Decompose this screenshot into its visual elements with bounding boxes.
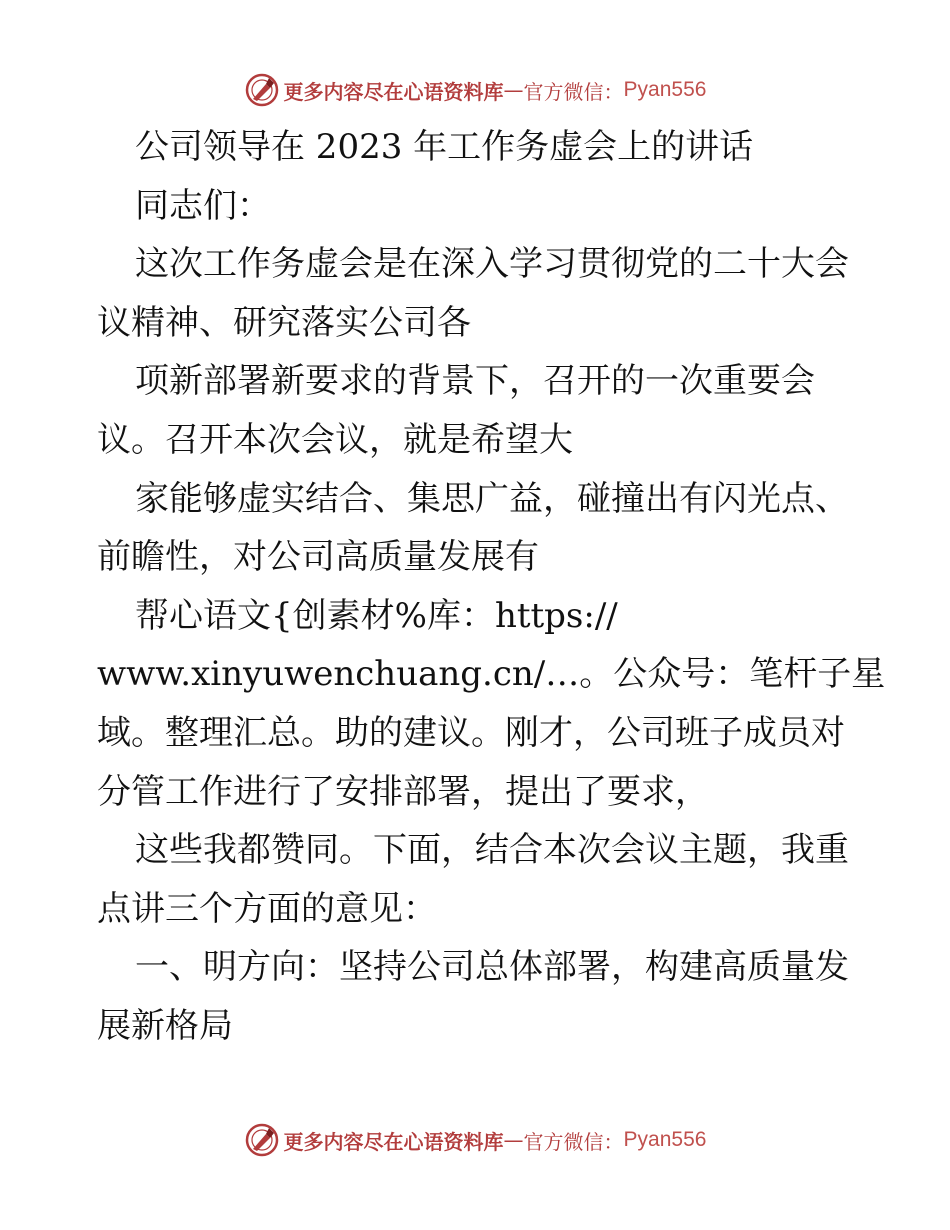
- paragraph-line: 点讲三个方面的意见：: [97, 888, 437, 929]
- header-watermark-banner: [0, 68, 950, 112]
- document-body: [97, 118, 886, 1056]
- paragraph-line: 议。召开本次会议，就是希望大: [97, 419, 573, 460]
- document-title: 公司领导在 2023 年工作务虚会上的讲话: [135, 127, 754, 167]
- paragraph-line: 分管工作进行了安排部署，提出了要求，: [97, 771, 709, 812]
- banner-wechat-label: 官方微信：: [523, 79, 624, 104]
- paragraph-line: 这次工作务虚会是在深入学习贯彻党的二十大会: [135, 244, 849, 285]
- banner-main-text: 更多内容尽在心语资料库: [283, 1129, 504, 1154]
- banner-separator: —: [503, 1128, 524, 1152]
- banner-separator: —: [503, 78, 524, 102]
- banner-wechat-id: Pyan556: [623, 78, 707, 101]
- salutation: 同志们：: [135, 185, 271, 226]
- section-heading: 一、明方向：坚持公司总体部署，构建高质量发: [135, 947, 849, 988]
- pen-logo-icon: [244, 72, 280, 108]
- paragraph-line: 家能够虚实结合、集思广益，碰撞出有闪光点、: [135, 478, 849, 519]
- paragraph-line: www.xinyuwenchuang.cn/…。公众号：笔杆子星: [97, 654, 886, 695]
- banner-wechat-id: Pyan556: [623, 1128, 707, 1151]
- paragraph-line: 帮心语文{创素材%库：https://: [135, 595, 618, 636]
- paragraph-line: 前瞻性，对公司高质量发展有: [97, 537, 539, 578]
- section-heading-continued: 展新格局: [97, 1005, 233, 1046]
- pen-logo-icon: [244, 1122, 280, 1158]
- banner-main-text: 更多内容尽在心语资料库: [283, 79, 504, 104]
- paragraph-line: 项新部署新要求的背景下，召开的一次重要会: [135, 361, 815, 402]
- paragraph-line: 这些我都赞同。下面，结合本次会议主题，我重: [135, 830, 849, 871]
- footer-watermark-banner: [0, 1118, 950, 1162]
- banner-wechat-label: 官方微信：: [523, 1129, 624, 1154]
- paragraph-line: 议精神、研究落实公司各: [97, 302, 471, 343]
- paragraph-line: 域。整理汇总。助的建议。刚才，公司班子成员对: [97, 712, 845, 753]
